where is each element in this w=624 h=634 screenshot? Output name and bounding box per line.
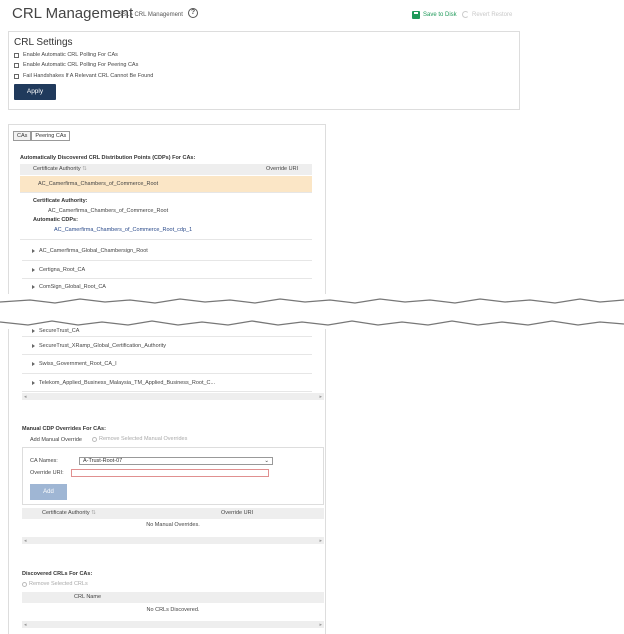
torn-edge-top xyxy=(0,294,624,308)
scroll-right-icon[interactable]: ▸ xyxy=(319,393,322,400)
radio-icon xyxy=(92,437,97,442)
expand-arrow-icon[interactable] xyxy=(32,362,35,366)
manual-table-header xyxy=(22,508,324,519)
option-fail-handshakes[interactable] xyxy=(14,73,153,79)
tab-bar xyxy=(13,131,70,141)
settings-title: CRL Settings xyxy=(14,37,73,48)
row-label: SecureTrust_XRamp_Global_Certification_Authority xyxy=(39,342,166,349)
breadcrumb: SSL › CRL Management xyxy=(118,12,183,18)
override-uri-label: Override URI: xyxy=(30,470,64,476)
option-label: Enable Automatic CRL Polling For Peering CAs xyxy=(23,62,139,68)
sort-icon: ⇅ xyxy=(91,510,96,516)
revert-icon xyxy=(462,11,469,18)
remove-manual-overrides[interactable] xyxy=(92,436,187,442)
sort-icon: ⇅ xyxy=(82,166,87,172)
col-certificate-authority[interactable] xyxy=(42,510,96,516)
row-label: AC_Camerfirma_Chambers_of_Commerce_Root xyxy=(38,181,159,187)
table-row[interactable] xyxy=(22,242,312,261)
crls-table-header xyxy=(22,592,324,603)
save-label: Save to Disk xyxy=(423,12,457,18)
override-uri-input[interactable] xyxy=(71,469,269,477)
chevron-down-icon: ⌄ xyxy=(264,458,269,464)
row-label: Swiss_Government_Root_CA_I xyxy=(39,361,117,367)
row-label: ComSign_Global_Root_CA xyxy=(39,284,106,290)
option-label: Enable Automatic CRL Polling For CAs xyxy=(23,52,118,58)
checkbox[interactable] xyxy=(14,63,19,68)
scroll-right-icon[interactable]: ▸ xyxy=(319,537,322,544)
cdp-table-header xyxy=(20,164,312,175)
option-polling-cas[interactable] xyxy=(14,52,118,58)
add-manual-override-link[interactable]: Add Manual Override xyxy=(30,437,82,443)
horizontal-scrollbar[interactable] xyxy=(22,621,324,628)
crl-settings-panel xyxy=(8,31,520,110)
col-certificate-authority[interactable] xyxy=(33,166,87,172)
table-row[interactable] xyxy=(22,355,312,374)
row-label: Certigna_Root_CA xyxy=(39,266,86,273)
col-label: Certificate Authority xyxy=(33,166,81,172)
expand-arrow-icon[interactable] xyxy=(32,344,35,348)
col-override-uri: Override URI xyxy=(266,166,299,172)
scroll-left-icon[interactable]: ◂ xyxy=(24,621,27,628)
remove-label: Remove Selected Manual Overrides xyxy=(99,436,188,442)
scroll-left-icon[interactable]: ◂ xyxy=(24,537,27,544)
row-label: AC_Camerfirma_Global_Chambersign_Root xyxy=(39,248,148,254)
add-override-form xyxy=(22,447,324,505)
table-row[interactable] xyxy=(22,337,312,355)
help-icon[interactable]: ? xyxy=(188,8,198,18)
remove-label: Remove Selected CRLs xyxy=(29,581,88,587)
row-label: SecureTrust_CA xyxy=(39,328,80,334)
detail-cdp-label: Automatic CDPs: xyxy=(33,217,78,223)
scroll-left-icon[interactable]: ◂ xyxy=(24,393,27,400)
revert-label: Revert Restore xyxy=(472,11,513,18)
table-row[interactable] xyxy=(22,326,312,337)
checkbox[interactable] xyxy=(14,74,19,79)
empty-message: No CRLs Discovered. xyxy=(146,607,200,613)
col-override-uri: Override URI xyxy=(221,510,254,516)
table-row-selected[interactable] xyxy=(20,176,312,193)
table-row[interactable] xyxy=(22,374,312,392)
row-label: Telekom_Applied_Business_Malaysia_TM_Applied_Business_Root_C... xyxy=(39,379,216,386)
scroll-right-icon[interactable]: ▸ xyxy=(319,621,322,628)
apply-button[interactable]: Apply xyxy=(14,84,56,100)
col-crl-name: CRL Name xyxy=(74,594,101,600)
expand-arrow-icon[interactable] xyxy=(32,268,35,272)
manual-heading: Manual CDP Overrides For CAs: xyxy=(22,426,106,432)
ca-names-label: CA Names: xyxy=(30,458,58,464)
tab-cas[interactable]: CAs xyxy=(13,131,31,141)
save-to-disk-button[interactable] xyxy=(412,11,457,19)
crls-heading: Discovered CRLs For CAs: xyxy=(22,571,93,577)
revert-button[interactable] xyxy=(462,11,512,18)
ca-names-select[interactable] xyxy=(79,457,273,465)
horizontal-scrollbar[interactable] xyxy=(22,537,324,544)
remove-selected-crls[interactable] xyxy=(22,581,88,587)
option-label: Fail Handshakes If A Relevant CRL Cannot Be Found xyxy=(23,73,154,79)
add-button[interactable]: Add xyxy=(30,484,67,500)
row-detail xyxy=(20,194,312,240)
expand-arrow-icon[interactable] xyxy=(32,381,35,385)
empty-message: No Manual Overrides. xyxy=(146,522,200,528)
radio-icon xyxy=(22,582,27,587)
expand-arrow-icon xyxy=(32,329,35,333)
checkbox[interactable] xyxy=(14,53,19,58)
table-row[interactable] xyxy=(22,261,312,279)
col-label: Certificate Authority xyxy=(42,510,90,516)
tab-peering-cas[interactable]: Peering CAs xyxy=(31,131,70,141)
expand-arrow-icon[interactable] xyxy=(32,249,35,253)
cdp-heading: Automatically Discovered CRL Distribution Points (CDPs) For CAs: xyxy=(20,155,196,161)
page-title: CRL Management xyxy=(12,5,134,22)
floppy-disk-icon xyxy=(412,11,420,19)
option-polling-peering[interactable] xyxy=(14,62,138,68)
detail-ca-value: AC_Camerfirma_Chambers_of_Commerce_Root xyxy=(48,208,169,214)
detail-cdp-link[interactable]: AC_Camerfirma_Chambers_of_Commerce_Root_cdp_1 xyxy=(54,227,193,233)
detail-ca-label: Certificate Authority: xyxy=(33,198,88,204)
horizontal-scrollbar[interactable] xyxy=(22,393,324,400)
expand-arrow-icon[interactable] xyxy=(32,285,35,289)
select-value: A-Trust-Root-07 xyxy=(83,458,123,464)
